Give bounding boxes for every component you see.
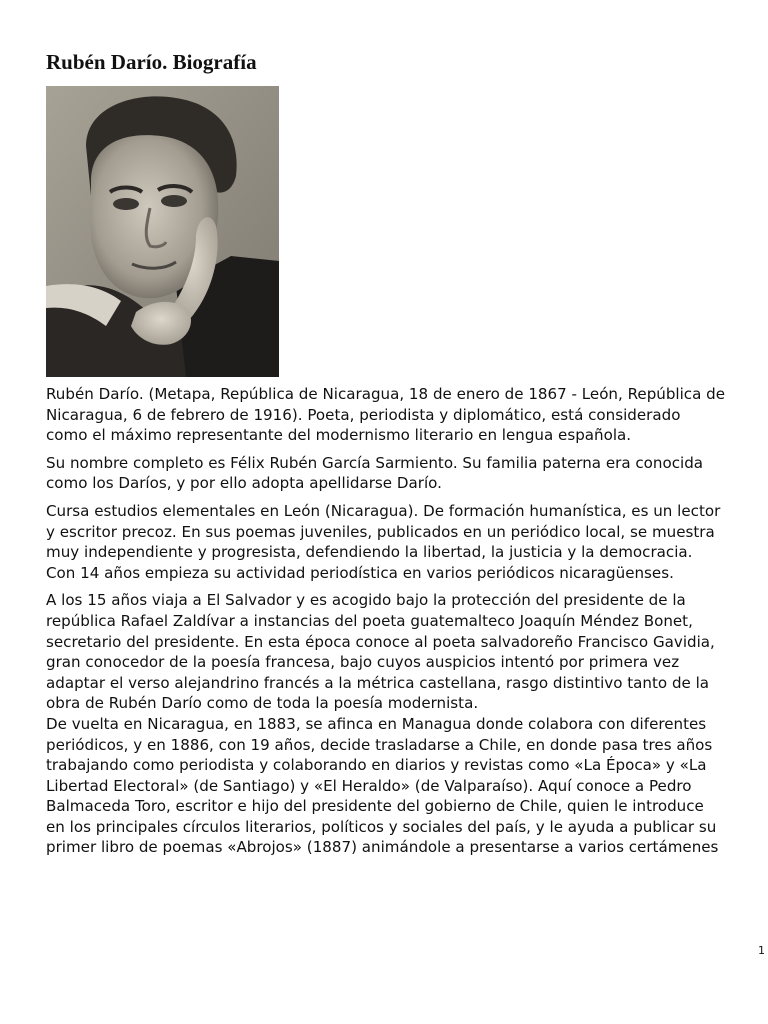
page-title: Rubén Darío. Biografía (46, 50, 257, 74)
paragraph-full-name: Su nombre completo es Félix Rubén García Sarmiento. Su familia paterna era conocida como los Daríos, y por ello adopta apellidarse Darío. (46, 453, 704, 493)
paragraph-early-studies: Cursa estudios elementales en León (Nicaragua). De formación humanística, es un lector y escritor precoz. En sus poemas juveniles, publicados en un periódico local, se muestra muy independiente y progresista, defendiendo la libertad, la justicia y la democracia. Con 14 años empieza su actividad periodística en varios periódicos nicaragüenses. (46, 501, 721, 582)
portrait-photo (46, 86, 279, 377)
page-number: 1 (758, 944, 765, 957)
biography-text (46, 384, 726, 865)
paragraph-chile: De vuelta en Nicaragua, en 1883, se afinca en Managua donde colabora con diferentes periódicos, y en 1886, con 19 años, decide trasladarse a Chile, en donde pasa tres años trabajando como periodista y colaborando en diarios y revistas como «La Época» y «La Libertad Electoral» (de Santiago) y «El Heraldo» (de Valparaíso). Aquí conoce a Pedro Balmaceda Toro, escritor e hijo del presidente del gobierno de Chile, quien le introduce en los principales círculos literarios, políticos y sociales del país, y le ayuda a publicar su primer libro de poemas «Abrojos» (1887) animándole a presentarse a varios certámenes (46, 714, 719, 857)
paragraph-intro: Rubén Darío. (Metapa, República de Nicaragua, 18 de enero de 1867 - León, República de Nicaragua, 6 de febrero de 1916). Poeta, periodista y diplomático, está considerado como el máximo representante del modernismo literario en lengua española. (46, 385, 726, 445)
paragraph-el-salvador: A los 15 años viaja a El Salvador y es acogido bajo la protección del presidente de la república Rafael Zaldívar a instancias del poeta guatemalteco Joaquín Méndez Bonet, secretario del presidente. En esta época conoce al poeta salvadoreño Francisco Gavidia, gran conocedor de la poesía francesa, bajo cuyos auspicios intentó por primera vez adaptar el verso alejandrino francés a la métrica castellana, rasgo distintivo tanto de la obra de Rubén Darío como de toda la poesía modernista. (46, 591, 715, 713)
